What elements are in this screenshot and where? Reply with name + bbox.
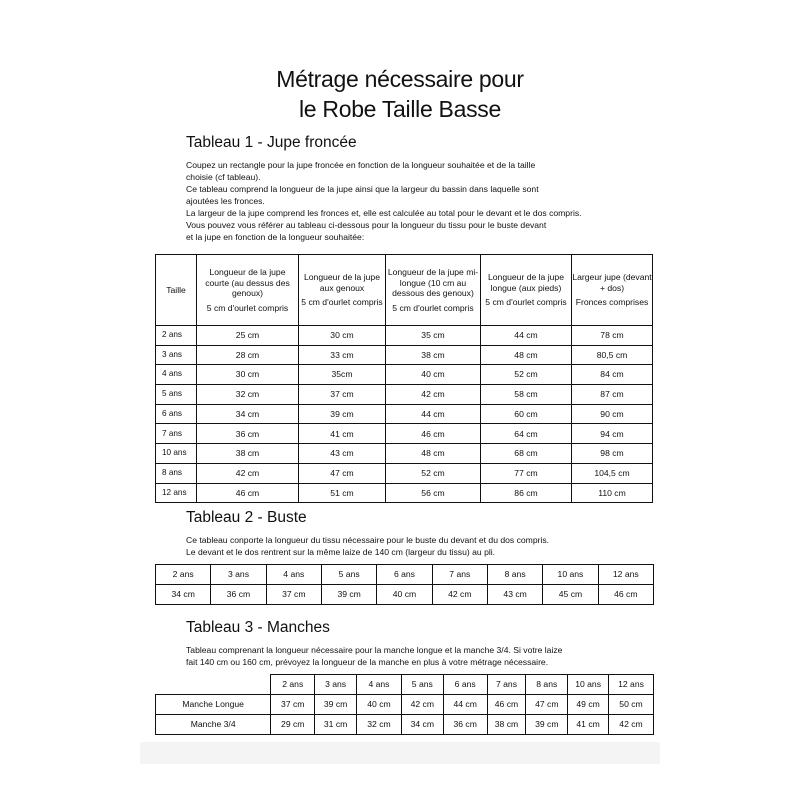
size-cell: 4 ans [266,565,321,585]
size-cell: 2 ans [156,565,211,585]
table-row [156,345,653,365]
intro-line: choisie (cf tableau). [186,172,261,182]
table-header-row [156,255,653,326]
col-header-sub: 5 cm d'ourlet compris [485,297,567,308]
col-header-label: Longueur de la jupe mi-longue (10 cm au dessous des genoux) [387,267,479,298]
size-cell: 12 ans [598,565,653,585]
size-cell: 8 ans [487,565,542,585]
col-header-jupe-mi-longue [386,255,481,326]
table-cell: 94 cm [572,424,653,444]
intro-line: fait 140 cm ou 160 cm, prévoyez la longueur de la manche en plus à votre métrage nécessaire. [186,657,549,667]
table-cell: 58 cm [481,385,572,405]
col-header-sub: 5 cm d'ourlet compris [301,297,383,308]
table-cell: 42 cm [401,695,443,715]
size-cell: 3 ans [315,675,357,695]
table-cell: 38 cm [197,444,299,464]
table-cell: 47 cm [526,695,568,715]
table-cell: 34 cm [156,585,211,605]
table-cell: 36 cm [197,424,299,444]
table-cell: 42 cm [386,385,481,405]
size-cell: 7 ans [487,675,526,695]
table-row [156,695,654,715]
table-cell: 39 cm [299,404,386,424]
table-cell: 31 cm [315,715,357,735]
col-header-sub: 5 cm d'ourlet compris [206,302,289,313]
col-header-sub: 5 cm d'ourlet compris [392,302,474,313]
table-cell: 48 cm [481,345,572,365]
table-cell: 80,5 cm [572,345,653,365]
table-cell: 51 cm [299,483,386,503]
table-cell: 28 cm [197,345,299,365]
intro-line: Tableau comprenant la longueur nécessaire pour la manche longue et la manche 3/4. Si votre laize [186,645,563,655]
table-row [156,585,654,605]
table-cell: 52 cm [481,365,572,385]
table-cell: 52 cm [386,463,481,483]
size-cell: 10 ans [543,565,598,585]
size-cell: 3 ans [211,565,266,585]
table-header-row [156,675,654,695]
page-title-line-2: le Robe Taille Basse [299,96,501,122]
col-header-sub: Fronces comprises [575,297,649,308]
table-header-row [156,565,654,585]
table-cell: 37 cm [266,585,321,605]
size-cell: 5 ans [401,675,443,695]
size-cell: 6 ans [443,675,487,695]
tableau2-table [155,564,654,605]
tableau2-intro [186,534,656,558]
table-cell: 77 cm [481,463,572,483]
size-cell: 3 ans [156,345,197,365]
tableau1-table [155,254,653,503]
table-cell: 45 cm [543,585,598,605]
table-cell: 42 cm [432,585,487,605]
table-cell: 50 cm [609,695,654,715]
table-cell: 35 cm [386,326,481,346]
tableau1-heading: Tableau 1 - Jupe froncée [186,134,357,151]
table-cell: 78 cm [572,326,653,346]
col-header-label: Longueur de la jupe courte (au dessus des genoux) [205,267,290,298]
size-cell: 12 ans [609,675,654,695]
size-cell: 7 ans [432,565,487,585]
size-cell: 10 ans [568,675,609,695]
table-cell: 64 cm [481,424,572,444]
size-cell: 10 ans [156,444,197,464]
table-cell: 104,5 cm [572,463,653,483]
col-header-jupe-longue [481,255,572,326]
table-cell: 110 cm [572,483,653,503]
col-header-label: Longueur de la jupe aux genoux [304,272,380,293]
table-cell: 39 cm [526,715,568,735]
table-cell: 40 cm [377,585,432,605]
size-cell: 7 ans [156,424,197,444]
table-cell: 46 cm [386,424,481,444]
intro-line: La largeur de la jupe comprend les fronces et, elle est calculée au total pour le devant et le dos compris. [186,208,582,218]
table-cell: 86 cm [481,483,572,503]
tableau1-intro [186,159,656,243]
table-cell: 44 cm [386,404,481,424]
col-header-jupe-courte [197,255,299,326]
table-row [156,385,653,405]
table-cell: 84 cm [572,365,653,385]
table-cell: 44 cm [481,326,572,346]
table-cell: 29 cm [271,715,315,735]
row-label: Manche Longue [156,695,271,715]
table-cell: 98 cm [572,444,653,464]
table-cell: 30 cm [197,365,299,385]
size-cell: 4 ans [357,675,402,695]
table-cell: 46 cm [197,483,299,503]
table-row [156,424,653,444]
table-row [156,326,653,346]
table-cell: 39 cm [315,695,357,715]
table-cell: 43 cm [299,444,386,464]
row-label: Manche 3/4 [156,715,271,735]
size-cell: 6 ans [156,404,197,424]
tableau3-intro [186,644,656,668]
table-cell: 40 cm [386,365,481,385]
intro-line: Vous pouvez vous référer au tableau ci-dessous pour la longueur du tissu pour le buste devant [186,220,547,230]
table-cell: 38 cm [487,715,526,735]
table-cell: 37 cm [271,695,315,715]
table-cell: 40 cm [357,695,402,715]
table-row [156,404,653,424]
empty-corner-cell [156,675,271,695]
table-cell: 47 cm [299,463,386,483]
intro-line: Ce tableau conporte la longueur du tissu nécessaire pour le buste du devant et du dos compris. [186,535,550,545]
table-cell: 46 cm [487,695,526,715]
intro-line: Ce tableau comprend la longueur de la jupe ainsi que la largeur du bassin dans laquelle sont [186,184,539,194]
table-cell: 60 cm [481,404,572,424]
table-cell: 48 cm [386,444,481,464]
table-cell: 36 cm [211,585,266,605]
page-bottom-shadow [140,742,660,764]
table-cell: 87 cm [572,385,653,405]
table-cell: 68 cm [481,444,572,464]
table-row [156,463,653,483]
table-row [156,483,653,503]
table-cell: 38 cm [386,345,481,365]
tableau3-table [155,674,654,735]
table-cell: 39 cm [321,585,376,605]
size-cell: 2 ans [271,675,315,695]
table-cell: 42 cm [609,715,654,735]
col-header-largeur-jupe [572,255,653,326]
table-cell: 41 cm [299,424,386,444]
table-cell: 37 cm [299,385,386,405]
intro-line: et la jupe en fonction de la longueur souhaitée: [186,232,365,242]
table-cell: 34 cm [197,404,299,424]
table-cell: 25 cm [197,326,299,346]
table-row [156,715,654,735]
table-cell: 36 cm [443,715,487,735]
table-cell: 43 cm [487,585,542,605]
table-cell: 42 cm [197,463,299,483]
table-cell: 35cm [299,365,386,385]
size-cell: 5 ans [321,565,376,585]
page-title-line-1: Métrage nécessaire pour [276,66,524,92]
table-cell: 34 cm [401,715,443,735]
table-cell: 32 cm [357,715,402,735]
tableau3-heading: Tableau 3 - Manches [186,619,330,636]
size-cell: 2 ans [156,326,197,346]
table-cell: 49 cm [568,695,609,715]
intro-line: Le devant et le dos rentrent sur la même laize de 140 cm (largeur du tissu) au pli. [186,547,496,557]
table-cell: 41 cm [568,715,609,735]
intro-line: Coupez un rectangle pour la jupe froncée en fonction de la longueur souhaitée et de la taille [186,160,536,170]
size-cell: 12 ans [156,483,197,503]
table-cell: 44 cm [443,695,487,715]
table-row [156,444,653,464]
table-cell: 90 cm [572,404,653,424]
tableau2-heading: Tableau 2 - Buste [186,509,307,526]
col-header-label: Largeur jupe (devant + dos) [572,272,652,293]
size-cell: 6 ans [377,565,432,585]
col-header-taille: Taille [156,255,197,326]
size-cell: 5 ans [156,385,197,405]
table-cell: 32 cm [197,385,299,405]
size-cell: 8 ans [156,463,197,483]
table-cell: 46 cm [598,585,653,605]
intro-line: ajoutées les fronces. [186,196,265,206]
col-header-label: Longueur de la jupe longue (aux pieds) [488,272,564,293]
size-cell: 4 ans [156,365,197,385]
table-cell: 33 cm [299,345,386,365]
size-cell: 8 ans [526,675,568,695]
table-cell: 30 cm [299,326,386,346]
col-header-jupe-genoux [299,255,386,326]
table-cell: 56 cm [386,483,481,503]
table-row [156,365,653,385]
